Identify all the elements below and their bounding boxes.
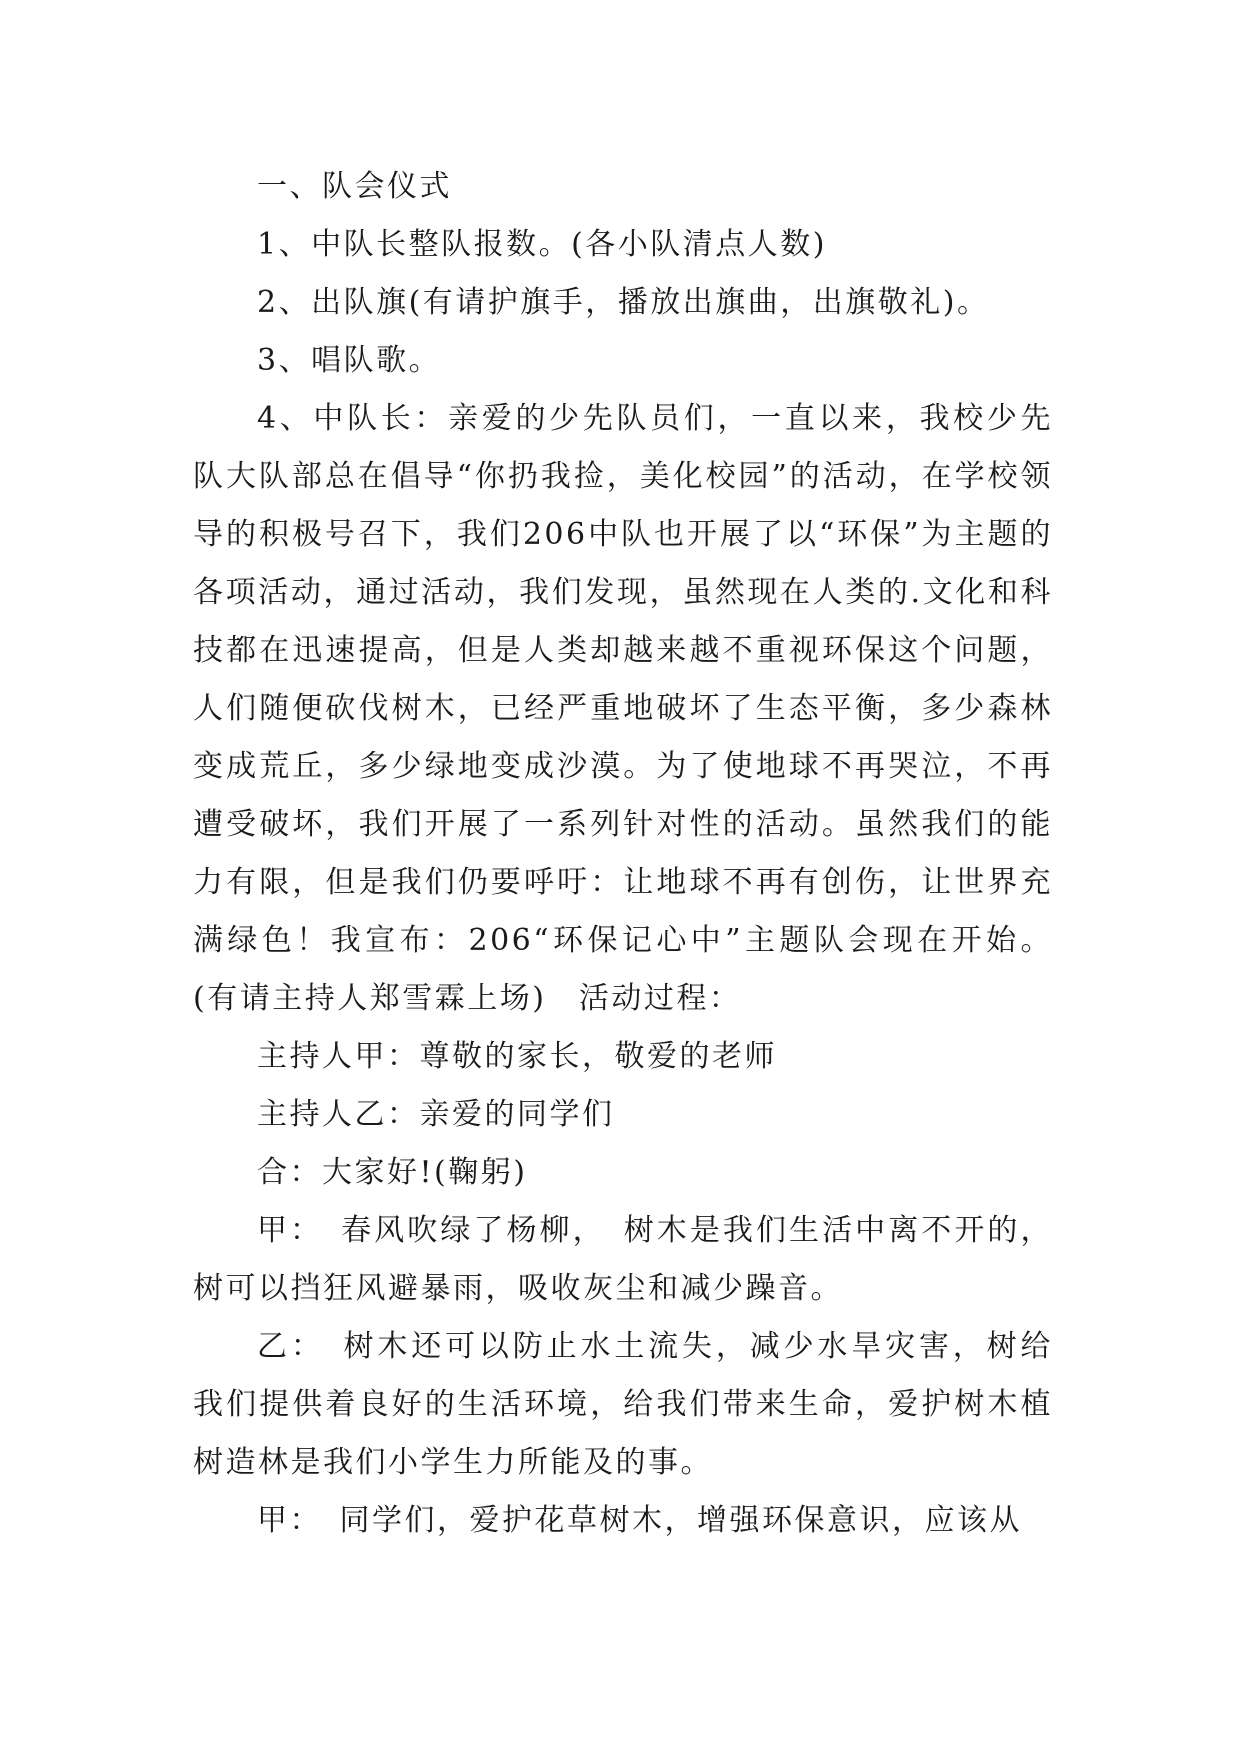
- dialogue-a-2: 甲： 同学们，爱护花草树木，增强环保意识，应该从: [257, 1503, 1022, 1538]
- joint-greeting: 合：大家好!(鞠躬): [257, 1155, 528, 1190]
- ceremony-step-4: 4、中队长：亲爱的少先队员们，一直以来，我校少先队大队部总在倡导“你扔我捡，美化校园”的活动，在学校领导的积极号召下，我们206中队也开展了以“环保”为主题的各项活动，通过活动，我们发现，虽然现在人类的.文化和科技都在迅速提高，但是人类却越来越不重视环保这个问题，人们随便砍伐树木，已经严重地破坏了生态平衡，多少森林变成荒丘，多少绿地变成沙漠。为了使地球不再哭泣，不再遭受破坏，我们开展了一系列针对性的活动。虽然我们的能力有限，但是我们仍要呼吁：让地球不再有创伤，让世界充满绿色！我宣布：206“环保记心中”主题队会现在开始。(有请主持人郑雪霖上场) 活动过程：: [193, 401, 1053, 1016]
- host-b-greeting: 主持人乙：亲爱的同学们: [257, 1097, 615, 1132]
- dialogue-a-1: 甲： 春风吹绿了杨柳， 树木是我们生活中离不开的，树可以挡狂风避暴雨，吸收灰尘和减少躁音。: [193, 1213, 1053, 1306]
- section-heading: 一、队会仪式: [257, 169, 452, 204]
- ceremony-step-3: 3、唱队歌。: [257, 343, 442, 378]
- host-a-greeting: 主持人甲：尊敬的家长，敬爱的老师: [257, 1039, 777, 1074]
- ceremony-step-1: 1、中队长整队报数。(各小队清点人数): [257, 227, 827, 262]
- ceremony-step-2: 2、出队旗(有请护旗手，播放出旗曲，出旗敬礼)。: [257, 285, 990, 320]
- document-body: [193, 158, 1053, 1550]
- dialogue-b-1: 乙： 树木还可以防止水土流失，减少水旱灾害，树给我们提供着良好的生活环境，给我们带来生命，爱护树木植树造林是我们小学生力所能及的事。: [193, 1329, 1053, 1480]
